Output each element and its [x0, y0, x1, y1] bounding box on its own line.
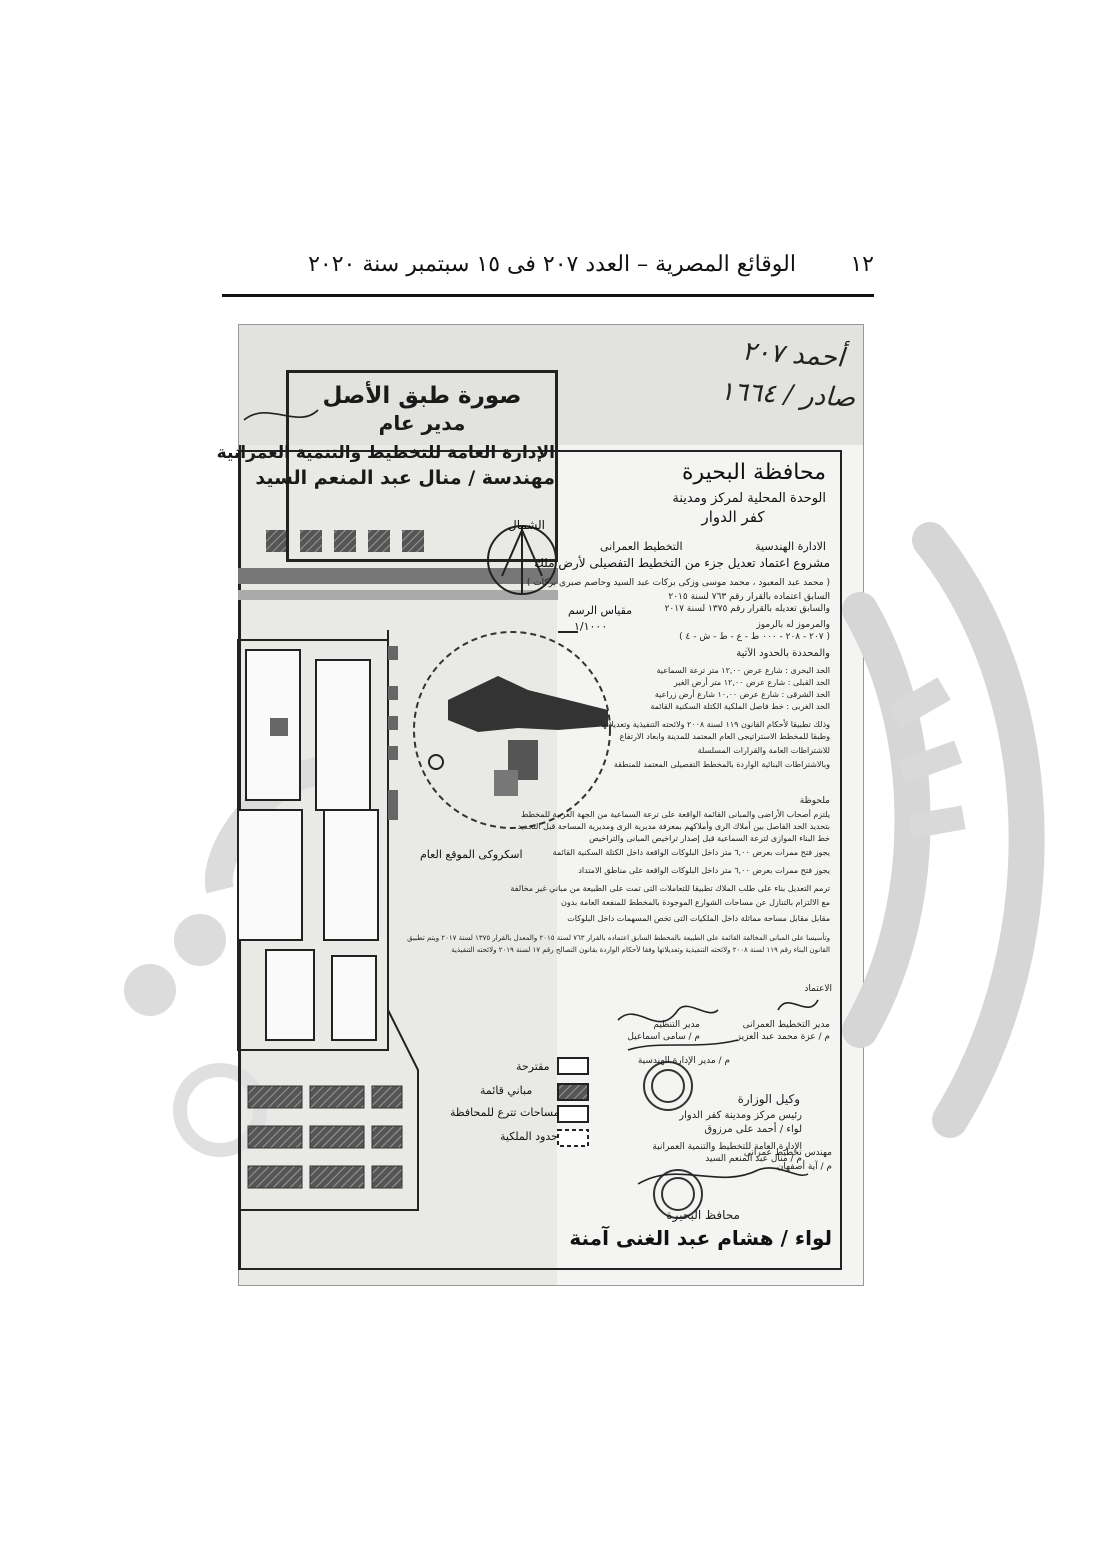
- map-title-block: [640, 460, 826, 526]
- legend-existing: مباني قائمة: [480, 1084, 533, 1097]
- sig-eng-admin: م / مدير الإدارة الهندسية: [637, 1056, 730, 1066]
- stamp-line-3: الإدارة العامة للتخطيط والتنمية العمرانية: [216, 443, 555, 463]
- decree-amended: والسابق تعديله بالقرار رقم ١٣٧٥ لسنة ٢٠١٧: [664, 604, 830, 614]
- note-line-e: يجوز فتح ممرات بعرض ٦,٠٠ متر داخل البلوكات الواقعة على مناطق الامتداد: [578, 866, 830, 875]
- sig-urban-eng: مهندس تخطيط عمرانى: [743, 1148, 832, 1158]
- stamp-line-1: صورة طبق الأصل: [322, 383, 522, 409]
- approval-heading: الاعتماد: [804, 984, 832, 994]
- decree-previous: السابق اعتماده بالقرار رقم ٧٦٣ لسنة ٢٠١٥: [668, 592, 830, 602]
- handwritten-note-issue: أحمد ٢٠٧: [741, 336, 846, 374]
- note-line-h: مقابل مقابل مساحة مماثلة داخل الملكيات التى تخص المسهمات داخل البلوكات: [567, 914, 830, 923]
- city-name: كفر الدوار: [701, 508, 765, 526]
- page-number: ١٢: [850, 252, 874, 277]
- dept-planning: التخطيط العمرانى: [600, 540, 683, 553]
- legend-ownership: حدود الملكية: [500, 1130, 558, 1143]
- sig-deputy: وكيل الوزارة: [737, 1092, 800, 1106]
- true-copy-stamp: [216, 370, 558, 562]
- stamp-line-4: مهندسة / منال عبد المنعم السيد: [255, 467, 555, 489]
- notes-heading: ملحوظة: [799, 796, 830, 806]
- sig-governor-title: محافظ البحيرة: [666, 1208, 740, 1222]
- north-label: الشمال: [508, 518, 546, 532]
- governorate-title: محافظة البحيرة: [682, 460, 826, 485]
- note-line-j: القانون البناء رقم ١١٩ لسنة ٢٠٠٨ ولائحته التنفيذية وتعديلاتها وفقا لأحكام الواردة بقانون التصالح رقم ١٧ لسنة ٢٠١٩ ولائحته التنفيذية: [451, 946, 830, 954]
- sig-organizer-name: م / سامى اسماعيل: [627, 1032, 700, 1042]
- sig-gen-admin-name: م / منال عبد المنعم السيد: [705, 1154, 802, 1164]
- symbols-line: والمرموز له بالرموز: [756, 620, 830, 630]
- site-sketch-label: اسكروكى الموقع العام: [420, 848, 523, 861]
- note-line-d: يجوز فتح ممرات بعرض ٦,٠٠ متر داخل البلوكات الواقعة داخل الكتلة السكنية القائمة: [552, 848, 830, 857]
- sig-center-head: رئيس مركز ومدينة كفر الدوار: [679, 1110, 802, 1121]
- note-line-g: مع الالتزام بالتنازل عن مساحات الشوارع الموجودة بالمخطط للمنفعة العامة بدون: [561, 898, 830, 907]
- sig-organizer: مدير التنظيم: [653, 1020, 700, 1030]
- bounds-heading: والمحددة بالحدود الآتية: [736, 648, 830, 659]
- handwritten-note-ref: صادر / ١٦٦٤: [719, 376, 856, 414]
- dept-engineering: الادارة الهندسية: [755, 540, 826, 553]
- department-row: [600, 540, 826, 553]
- project-title: مشروع اعتماد تعديل جزء من التخطيط التفصيلى لأرض ملك: [534, 556, 830, 570]
- note-line-f: ترمم التعديل بناء على طلب الملاك تطبيقا للتعاملات التى تمت على الطبيعة من مباني غير مخالفة: [510, 884, 830, 893]
- law-line-1: وذلك تطبيقا لأحكام القانون ١١٩ لسنة ٢٠٠٨ ولائحته التنفيذية وتعديلاتها: [600, 720, 830, 729]
- law-line-4: وبالاشتراطات البنائية الواردة بالمخطط التفصيلى المعتمد للمنطقة: [613, 760, 830, 769]
- local-unit: الوحدة المحلية لمركز ومدينة: [672, 491, 826, 506]
- law-line-2: وطبقا للمخطط الاستراتيجى العام المعتمد للمدينة وابعاد الارتفاع: [619, 732, 830, 741]
- law-line-3: للاشتراطات العامة والقرارات المسلسلة: [697, 746, 830, 755]
- bound-north: الحد البحرى : شارع عرض ١٢,٠٠ متر ترعة السماعية: [656, 666, 830, 675]
- note-line-b: بتحديد الحد الفاصل بين أملاك الرى وأملاكهم بمعرفة مديرية الرى ومديرية المساحة قبل التحديد: [517, 822, 830, 831]
- sig-urban-eng-name: م / آية أصفهان: [776, 1162, 832, 1172]
- sig-governor-name: لواء / هشام عبد الغنى آمنة: [569, 1226, 832, 1250]
- symbols-value: ( ٢٠٧ - ٢٠٨ - ٠٠٠ ط - ع - ط - ش - ٤ ): [679, 632, 830, 642]
- header-rule: [222, 294, 874, 297]
- note-line-a: يلتزم أصحاب الأراضى والمبانى القائمة الواقعة على ترعة السماعية من الجهة الغربية للمخطط: [520, 810, 830, 819]
- legend-ceded: مساحات تترع للمحافظة: [450, 1106, 560, 1119]
- scale-label: مقياس الرسم: [568, 604, 633, 617]
- stamp-line-2: مدير عام: [378, 411, 466, 435]
- sig-gen-admin: الإدارة العامة للتخطيط والتنمية العمرانية: [652, 1142, 802, 1152]
- bound-south: الحد القبلى : شارع عرض ١٢,٠٠ متر أرض الغير: [673, 678, 830, 687]
- bound-east: الحد الشرقى : شارع عرض ١٠,٠٠ شارع أرض زراعية: [654, 690, 830, 699]
- owners-line: ( محمد عبد المعبود ، محمد موسى وزكى بركات عبد السيد وحاصم صبرى بركات ): [526, 578, 830, 588]
- sig-planning-head-name: م / عزة محمد عبد العزيز: [736, 1032, 830, 1042]
- scale-value: ١/١٠٠٠: [574, 620, 608, 633]
- page-header: [222, 252, 874, 288]
- sig-planning-head: مدير التخطيط العمرانى: [742, 1020, 830, 1030]
- note-line-c: خط البناء الموازى لترعة السماعية قبل إصدار تراخيص المبانى والتراخيص: [589, 834, 830, 843]
- note-line-i: وتأسيسا على المبانى المخالفة القائمة على الطبيعة بالمخطط السابق اعتماده بالقرار ٧٦٣ لسنة ٢٠١٥ والمعدل بالقرار ١٣٧٥ لسنة ٢٠١٧ ويتم تطبيق: [407, 934, 830, 942]
- bound-west: الحد الغربى : خط فاصل الملكية الكتلة السكنية القائمة: [650, 702, 830, 711]
- legend-proposed: مقترحة: [516, 1060, 550, 1073]
- sig-center-head-name: لواء / أحمد على مرزوق: [704, 1124, 802, 1135]
- gazette-title: الوقائع المصرية – العدد ٢٠٧ فى ١٥ سبتمبر سنة ٢٠٢٠: [308, 252, 796, 277]
